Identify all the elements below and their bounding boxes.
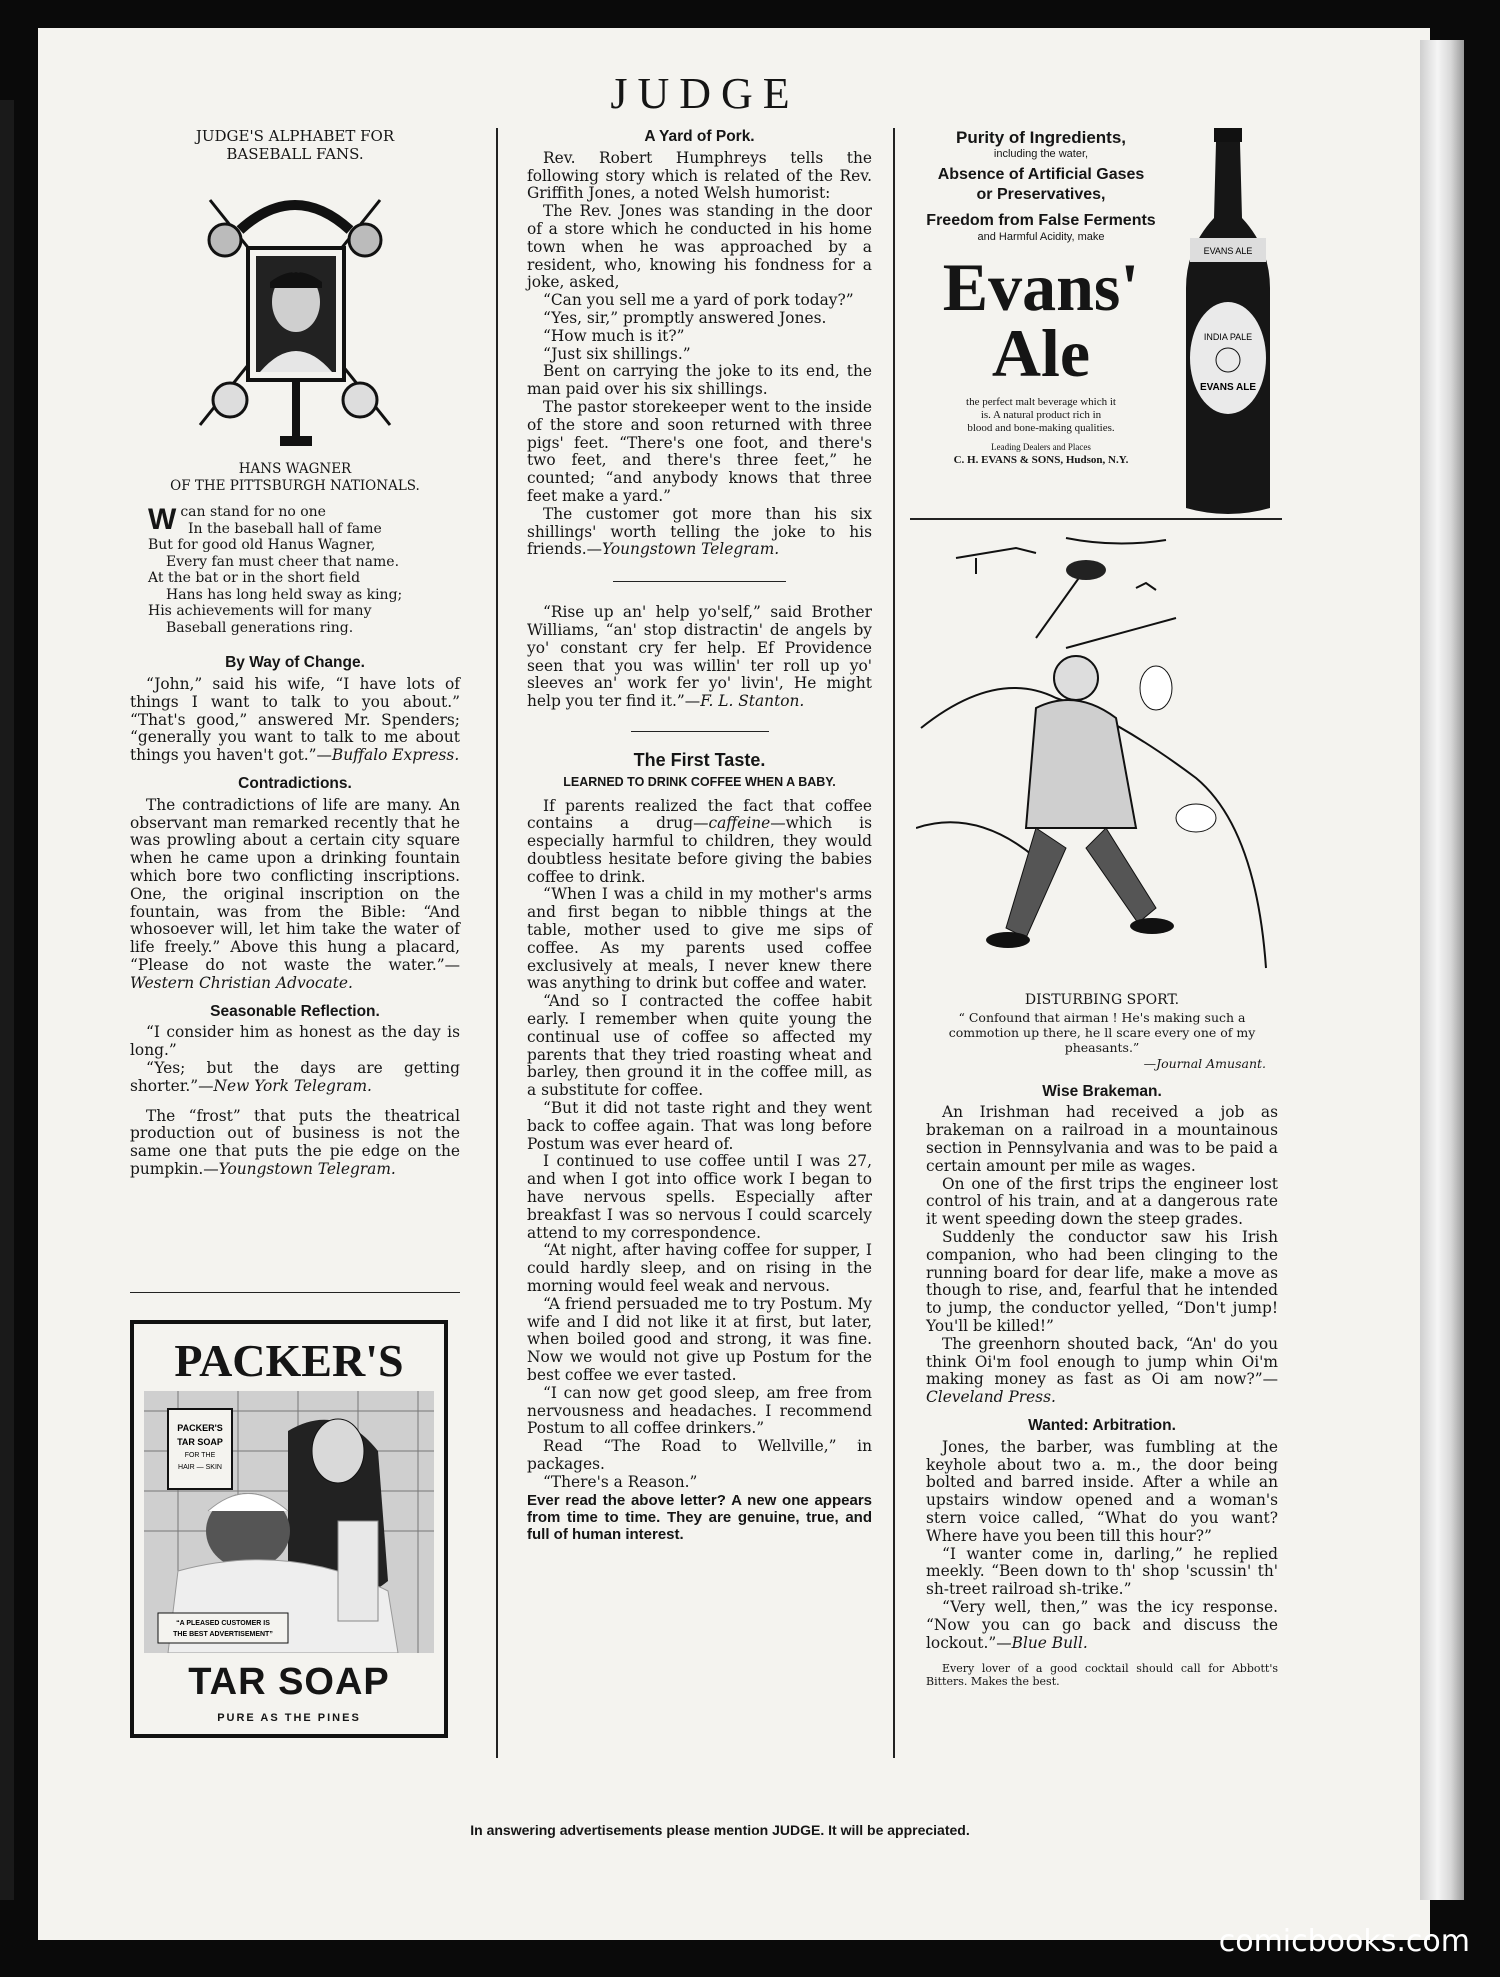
poem-line: But for good old Hanus Wagner,: [148, 537, 376, 554]
box-label: FOR THE: [184, 1452, 216, 1459]
article-text: Bent on carrying the joke to its end, the man paid over his six shillings.: [527, 362, 872, 399]
article-text: “I can now get good sleep, am free from nervousness and headaches. I recommend Postum to all coffee drinkers.”: [527, 1383, 872, 1438]
column-rule-right: [893, 128, 895, 1758]
attribution: Youngstown Telegram.: [218, 1159, 396, 1178]
evans-brand-ale: Ale: [991, 315, 1091, 391]
article-text: If parents realized the fact that coffee contains a drug—caffeine—which is especially harmful to children, they would doubtless hesitate before giving the babies coffee to drink.: [527, 796, 872, 886]
poem-line: His achievements will for many: [148, 603, 372, 620]
article-text: “I wanter come in, darling,” he replied meekly. “Been down to th' shop 'scussin' th' sh-treet railroad sh-trike.”: [926, 1544, 1278, 1599]
ribbon-text: THE BEST ADVERTISEMENT”: [173, 1631, 273, 1638]
poem-line: Every fan must cheer that name.: [166, 553, 400, 570]
evans-desc: is. A natural product rich in: [980, 409, 1102, 421]
poem-line: In the baseball hall of fame: [188, 520, 382, 537]
article-text: “A friend persuaded me to try Postum. My wife and I did not like it at first, but later, when boiled good and strong, it was fine. Now we would not give up Postum for the best coffee we ever tasted.: [527, 1294, 872, 1384]
packer-bottom-title: TAR SOAP: [188, 1661, 390, 1703]
article-text: “There's a Reason.”: [543, 1472, 698, 1491]
article-text: The pastor storekeeper went to the inside of the store and soon returned with three pigs' feet. “There's one foot, and there's two feet, and there's three feet,” he counted; “and anybody knows that three feet make a yard.”: [527, 397, 872, 505]
article-text: An Irishman had received a job as brakeman on a railroad in a mountainous section in Pennsylvania and was to be paid a certain amount per mile as wages.: [926, 1103, 1278, 1175]
column-3: [926, 992, 1278, 1688]
bottle-label: EVANS ALE: [1199, 382, 1257, 393]
attribution: F. L. Stanton.: [700, 692, 805, 711]
article-text: The greenhorn shouted back, “An' do you think Oi'm fool enough to jump whin Oi'm making money as fast as Oi am now?”—Cleveland Press.: [926, 1334, 1278, 1407]
book-spine: [1420, 40, 1464, 1900]
ribbon-text: “A PLEASED CUSTOMER IS: [176, 1620, 270, 1627]
article-text: On one of the first trips the engineer lost control of his train, and at a dangerous rate it went speeding down the steep grades.: [926, 1174, 1278, 1229]
poem-dropcap: W: [148, 503, 177, 537]
article-text: “But it did not taste right and they went back to coffee again. That was long before Postum was ever heard of.: [527, 1099, 872, 1153]
cartoon-attribution: —Journal Amusant.: [1143, 1055, 1266, 1071]
article-text: “And so I contracted the coffee habit early. I remember when quite young the continual use of coffee so affected my parents that they tried roasting wheat and barley, then ground it in the coffee mill, as a substitute for coffee.: [527, 992, 872, 1100]
postum-closing: Ever read the above letter? A new one appears from time to time. They are genuine, true, and full of human interest.: [527, 1491, 872, 1543]
article-text: “John,” said his wife, “I have lots of things I want to talk to you about.” “That's good,” answered Mr. Spenders; “generally you want to talk to me about things you haven't got.”—Buffalo Express.: [130, 674, 460, 765]
ale-bottle-illustration: [1178, 128, 1278, 518]
evans-dealers: Leading Dealers and Places: [991, 442, 1091, 452]
article-text: “At night, after having coffee for supper, I could hardly sleep, and on rising in the morning would feel weak and nervous.: [527, 1241, 872, 1296]
cartoon-caption: “ Confound that airman ! He's making such a commotion up there, he ll scare every one of my pheasants.”: [948, 1009, 1256, 1055]
article-text: “Can you sell me a yard of pork today?”: [543, 291, 854, 310]
packers-tar-soap-ad: [130, 1320, 448, 1738]
article-text: Rev. Robert Humphreys tells the following story which is related of the Rev. Griffith Jones, a noted Welsh humorist:: [527, 148, 872, 203]
box-label: TAR SOAP: [177, 1437, 223, 1447]
article-text: “I consider him as honest as the day is long.”: [130, 1023, 460, 1060]
evans-line: or Preservatives,: [976, 186, 1106, 203]
evans-ad-text: [906, 128, 1176, 467]
article-text: “How much is it?”: [543, 326, 685, 345]
wagner-poem: [148, 504, 460, 636]
page-left-edge: [0, 100, 14, 1900]
article-text: “Yes, sir,” promptly answered Jones.: [543, 308, 827, 327]
alphabet-title-2: BASEBALL FANS.: [226, 144, 364, 163]
subheading-coffee: LEARNED TO DRINK COFFEE WHEN A BABY.: [563, 774, 836, 789]
evans-line: Freedom from False Ferments: [926, 212, 1156, 229]
portrait-caption-1: HANS WAGNER: [238, 460, 352, 477]
article-text: Suddenly the conductor saw his Irish companion, who had been clinging to the running board for dear life, make a move as though to rise, and, fearful that he intended to jump, the conductor yelled, “Don't jump! You'll be killed!”: [926, 1227, 1278, 1335]
attribution: Western Christian Advocate.: [130, 973, 353, 992]
bottle-label: INDIA PALE: [1203, 332, 1253, 342]
evans-line: including the water,: [993, 148, 1089, 160]
article-text: I continued to use coffee until I was 27, and when I got into office work I began to have nervous spells. Especially after breakfast I was so nervous I could scarcely attend to my correspondence.: [527, 1152, 872, 1242]
heading-by-way-of-change: By Way of Change.: [225, 654, 365, 672]
article-text: The customer got more than his six shillings' worth telling the joke to his friends.—Youngstown Telegram.: [527, 504, 872, 559]
evans-line: and Harmful Acidity, make: [977, 231, 1105, 243]
poem-line: Baseball generations ring.: [166, 619, 354, 636]
evans-desc: blood and bone-making qualities.: [967, 422, 1115, 434]
attribution: Cleveland Press.: [926, 1388, 1056, 1407]
heading-wise-brakeman: Wise Brakeman.: [1042, 1082, 1162, 1100]
heading-first-taste: The First Taste.: [633, 749, 766, 770]
article-text: The Rev. Jones was standing in the door of a store which he conducted in his home town when he was approached by a resident, who, knowing his fondness for a joke, asked,: [527, 202, 872, 292]
barber-illustration: [138, 1391, 440, 1653]
packer-title: PACKER'S: [174, 1335, 404, 1386]
evans-ale-ad: [900, 128, 1280, 518]
footer-notice: In answering advertisements please mention JUDGE. It will be appreciated.: [470, 1822, 970, 1838]
article-text: “Just six shillings.”: [543, 344, 691, 363]
article-text: Read “The Road to Wellville,” in packages.: [527, 1437, 872, 1473]
evans-desc: the perfect malt beverage which it: [966, 396, 1116, 408]
packer-tagline: PURE AS THE PINES: [217, 1712, 361, 1724]
section-rule: [130, 1292, 460, 1293]
portrait-caption-2: OF THE PITTSBURGH NATIONALS.: [170, 478, 420, 495]
section-rule: [910, 518, 1282, 520]
section-rule: [613, 581, 786, 582]
masthead: JUDGE: [610, 69, 800, 118]
poem-line: Hans has long held sway as king;: [166, 586, 403, 603]
disturbing-sport-cartoon: [916, 528, 1276, 988]
poem-line: At the bat or in the short field: [148, 570, 361, 587]
heading-yard-of-pork: A Yard of Pork.: [644, 128, 755, 145]
attribution: Blue Bull.: [1011, 1633, 1088, 1652]
evans-maker: C. H. EVANS & SONS, Hudson, N.Y.: [953, 454, 1129, 466]
column-2: [527, 128, 872, 1543]
article-text: “When I was a child in my mother's arms and first began to nibble things at the table, mother used to give me sips of coffee. As my parents used coffee exclusively at meals, I never knew there was anything to drink but coffee and water.: [527, 885, 872, 993]
article-text: Jones, the barber, was fumbling at the keyhole about two a. m., the door being bolted and barred inside. After a while an upstairs window opened and a woman's stern voice called, “What do you want? Where have you been till this hour?”: [926, 1437, 1278, 1545]
article-text: “Yes; but the days are getting shorter.”—New York Telegram.: [130, 1058, 460, 1095]
article-text: “Very well, then,” was the icy response. “Now you can go back and discuss the lockout.”—Blue Bull.: [926, 1597, 1278, 1652]
box-label: PACKER'S: [177, 1423, 223, 1433]
heading-wanted-arbitration: Wanted: Arbitration.: [1028, 1416, 1176, 1434]
attribution: New York Telegram.: [213, 1076, 372, 1095]
watermark: comicbooks.com: [1218, 1924, 1470, 1959]
bottle-neck-label: EVANS ALE: [1203, 246, 1253, 256]
heading-seasonable-reflection: Seasonable Reflection.: [210, 1002, 380, 1020]
alphabet-title-1: JUDGE'S ALPHABET FOR: [195, 127, 395, 145]
heading-contradictions: Contradictions.: [238, 774, 352, 792]
column-1: [130, 128, 460, 1179]
evans-brand: Evans': [942, 249, 1140, 325]
article-text: The “frost” that puts the theatrical production out of business is not the same one that puts the pie edge on the pumpkin.—Youngstown Telegram.: [130, 1106, 460, 1178]
box-label: HAIR — SKIN: [178, 1464, 222, 1471]
attribution: Buffalo Express.: [331, 746, 460, 765]
abbott-notice: Every lover of a good cocktail should call for Abbott's Bitters. Makes the best.: [926, 1662, 1278, 1689]
article-text: The contradictions of life are many. An observant man remarked recently that he was prowling about a certain city square when he came upon a drinking fountain which bore two conflicting inscriptions. One, the original inscription on the fountain, was from the Bible: “And whosoever will, let him take the water of life freely.” Above this hung a placard, “Please do not waste the water.”—Western Christian Advocate.: [130, 795, 460, 992]
article-text: “Rise up an' help yo'self,” said Brother Williams, “an' stop distractin' de angels by yo' constant cry fer help. Ef Providence seen that you was willin' ter roll up yo' sleeves an' work fer yo' livin', He might help you ter find it.”—F. L. Stanton.: [527, 603, 872, 711]
evans-line: Absence of Artificial Gases: [937, 166, 1145, 183]
attribution: Youngstown Telegram.: [602, 540, 780, 559]
column-rule-left: [496, 128, 498, 1758]
poem-line: can stand for no one: [180, 504, 326, 521]
cartoon-title: DISTURBING SPORT.: [1024, 992, 1180, 1008]
evans-line: Purity of Ingredients,: [955, 128, 1127, 147]
section-rule: [631, 731, 769, 732]
wagner-portrait-illustration: [130, 170, 460, 455]
